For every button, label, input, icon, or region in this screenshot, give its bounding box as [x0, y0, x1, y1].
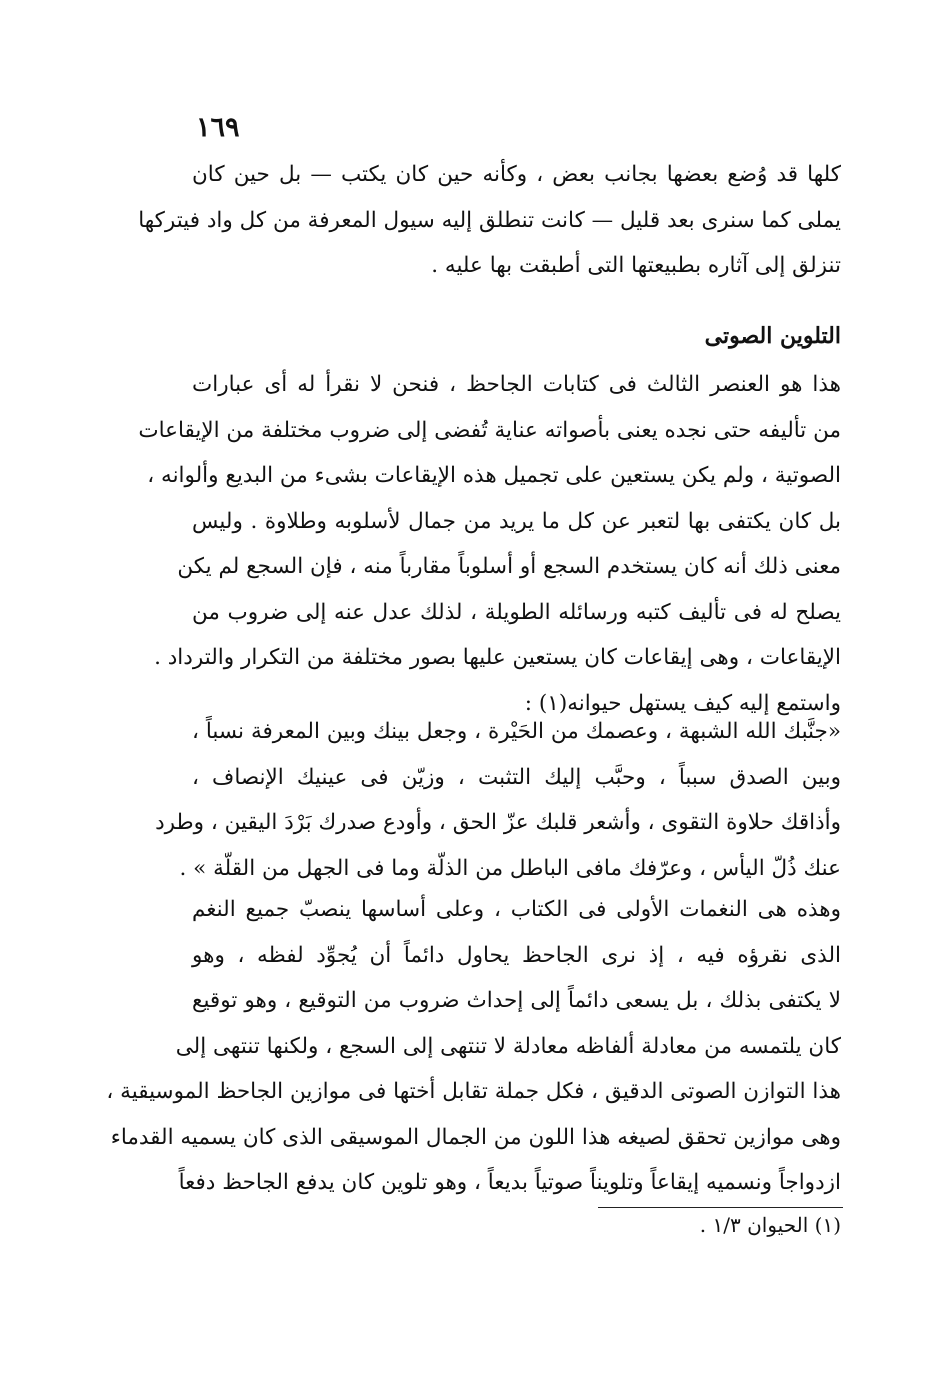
text-line: بل كان يكتفى بها لتعبر عن كل ما يريد من جمال لأسلوبه وطلاوة . وليس: [192, 508, 841, 534]
text-line: هذا التوازن الصوتى الدقيق ، فكل جملة تقابل أختها فى موازين الجاحظ الموسيقية ،: [106, 1079, 841, 1104]
text-line: واستمع إليه كيف يستهل حيوانه(١) :: [524, 690, 841, 716]
text-line: تنزلق إلى آثاره بطبيعتها التى أطبقت بها عليه .: [431, 253, 841, 278]
text-line: هذا هو العنصر الثالث فى كتابات الجاحظ ، فنحن لا نقرأ له أى عبارات: [192, 372, 841, 397]
page-number: ١٦٩: [196, 112, 240, 143]
text-line: يملى كما سنرى بعد قليل — كانت تنطلق إليه سيول المعرفة من كل واد فيتركها: [138, 207, 841, 233]
text-line: يصلح له فى تأليف كتبه ورسائله الطويلة ، لذلك عدل عنه إلى ضروب من: [192, 599, 841, 625]
text-line: عنك ذُلّ اليأس ، وعرّفك مافى الباطل من الذلّة وما فى الجهل من القلّة » .: [179, 855, 841, 881]
text-line: وهذه هى النغمات الأولى فى الكتاب ، وعلى أساسها ينصبّ جميع النغم: [192, 897, 841, 922]
analysis-paragraph: [106, 887, 841, 1206]
text-line: لا يكتفى بذلك ، بل يسعى دائماً إلى إحداث ضروب من التوقيع ، وهو توقيع: [192, 988, 841, 1013]
text-line: ازدواجاً ونسميه إيقاعاً وتلويناً صوتياً بديعاً ، وهو تلوين كان يدفع الجاحظ دفعاً: [178, 1170, 841, 1195]
footnote: (١) الحيوان ١/٣ .: [699, 1213, 841, 1237]
section-heading: التلوين الصوتى: [704, 323, 841, 349]
text-line: الذى نقرؤه فيه ، إذ نرى الجاحظ يحاول دائماً أن يُجوِّد لفظه ، وهو: [192, 942, 841, 968]
intro-paragraph: [138, 152, 841, 289]
text-line: وأذاقك حلاوة التقوى ، وأشعر قلبك عزّ الحق ، وأودع صدرك بَرْدَ اليقين ، وطرد: [155, 810, 841, 835]
section-paragraph: [138, 362, 841, 726]
text-line: وبين الصدق سبباً ، وحبَّب إليك التثبت ، وزيّن فى عينيك الإنصاف ،: [192, 764, 841, 790]
text-line: من تأليفه حتى نجده يعنى بأصواته عناية تُفضى إلى ضروب مختلفة من الإيقاعات: [138, 417, 841, 443]
footnote-divider: [598, 1207, 843, 1208]
text-line: الصوتية ، ولم يكن يستعين على تجميل هذه الإيقاعات بشىء من البديع وألوانه ،: [147, 463, 841, 488]
text-line: معنى ذلك أنه كان يستخدم السجع أو أسلوباً مقارباً منه ، فإن السجع لم يكن: [177, 554, 841, 579]
text-line: كلها قد وُضع بعضها بجانب بعض ، وكأنه حين كان يكتب — بل حين كان: [192, 162, 841, 187]
text-line: كان يلتمسه من معادلة ألفاظه معادلة لا تنتهى إلى السجع ، ولكنها تنتهى إلى: [175, 1033, 841, 1059]
text-line: وهى موازين تحقق لصيغه هذا اللون من الجمال الموسيقى الذى كان يسميه القدماء: [110, 1124, 841, 1150]
quotation-paragraph: [155, 709, 841, 891]
text-line: «جنَّبك الله الشبهة ، وعصمك من الحَيْرة ، وجعل بينك وبين المعرفة نسباً ،: [192, 719, 841, 744]
text-line: الإيقاعات ، وهى إيقاعات كان يستعين عليها بصور مختلفة من التكرار والترداد .: [154, 645, 841, 670]
